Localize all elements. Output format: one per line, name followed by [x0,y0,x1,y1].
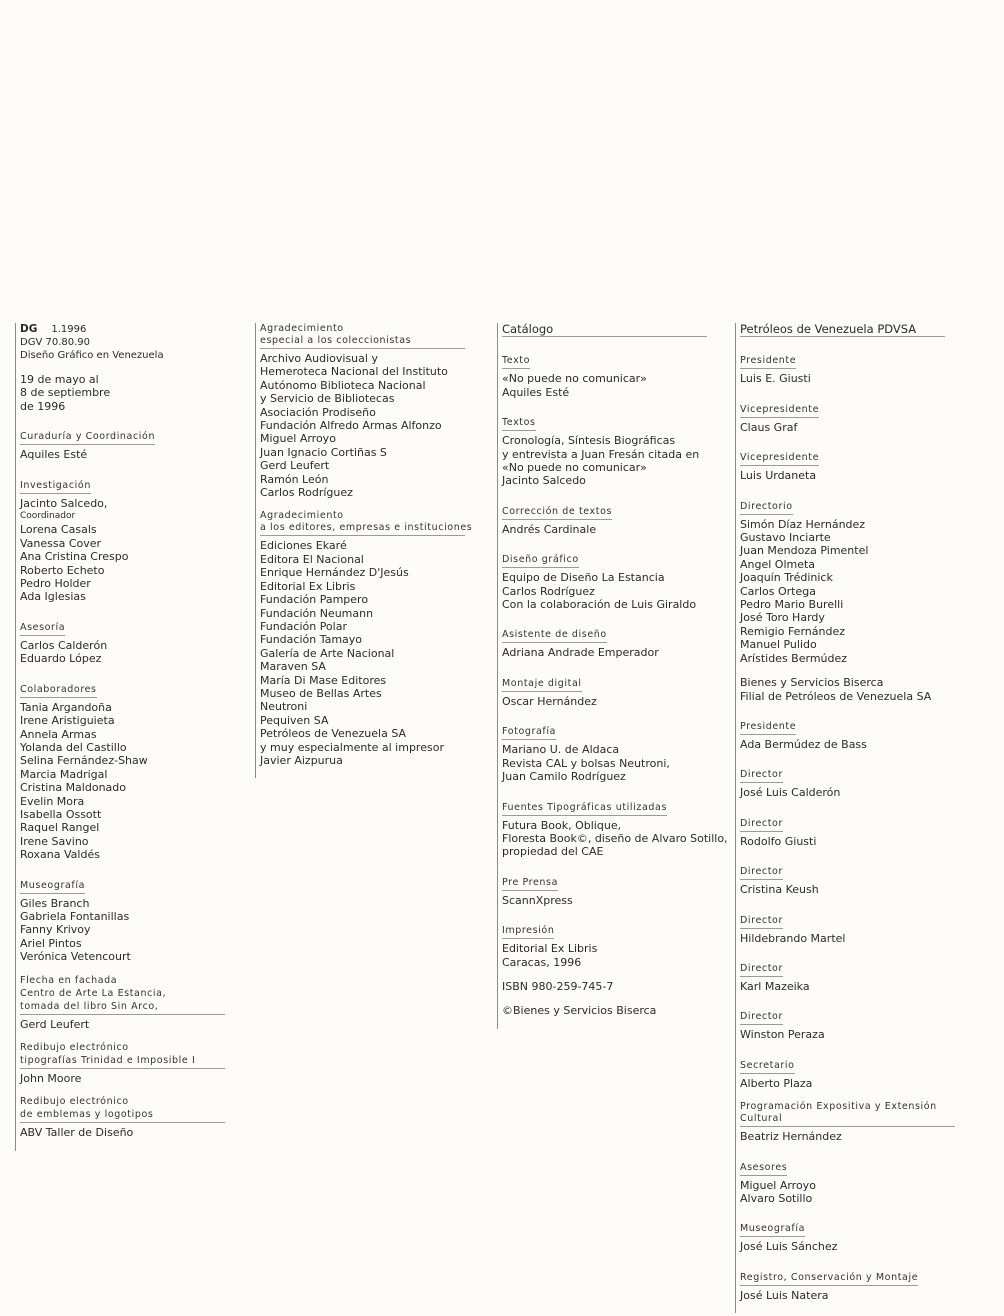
credit-line: Evelin Mora [20,794,85,808]
col3-sections [502,348,728,969]
credit-line: Pedro Holder [20,577,91,591]
credits-column-4 [735,323,955,1313]
credit-line: Karl Mazeika [740,979,810,993]
credit-section [260,323,475,499]
credit-section [740,811,955,848]
credit-section [502,547,717,611]
credit-line: Ana Cristina Crespo [20,550,129,564]
pdvsa-title: Petróleos de Venezuela PDVSA [740,322,917,336]
credit-line: Gustavo Inciarte [740,531,831,545]
credit-line: Gabriela Fontanillas [20,909,130,923]
divider [20,1068,225,1069]
section-label: Asistente de diseño [502,629,607,643]
credit-line: Javier Aizpurua [260,753,343,767]
credit-line: Editora El Nacional [260,552,364,566]
redibujo-label-line: Redibujo electrónico [20,1096,129,1108]
credits-column-1 [15,323,240,1151]
credit-line: José Toro Hardy [740,611,825,625]
credit-line: Editorial Ex Libris [502,942,598,956]
section-label-line: especial a los coleccionistas [260,335,412,346]
credit-line: Andrés Cardinale [502,522,597,536]
col4-sections [740,348,955,665]
date-line: 8 de septiembre [20,386,111,400]
credit-line: Selina Fernández-Shaw [20,754,148,768]
section-label: Director [740,915,783,929]
credit-line: Equipo de Diseño La Estancia [502,571,665,585]
credit-line: Pedro Mario Burelli [740,598,844,612]
credit-section [502,719,717,783]
credit-line: Joaquín Trédinick [740,571,833,585]
credit-line: María Di Mase Editores [260,673,387,687]
credits-column-2 [255,323,475,778]
credit-line: Winston Peraza [740,1028,825,1042]
section-label: Diseño gráfico [502,554,579,568]
credit-line: y Servicio de Bibliotecas [260,392,395,406]
credit-section [502,795,728,859]
credit-line: Neutroni [260,700,308,714]
section-label: Impresión [502,925,554,939]
credit-line: Vanessa Cover [20,536,102,550]
credit-line: Hildebrando Martel [740,931,846,945]
section-label-line: a los editores, empresas e instituciones [260,522,473,534]
redibujo-label-line: de emblemas y logotipos [20,1109,154,1121]
credit-line: Juan Camilo Rodríguez [502,770,626,784]
credit-line: Luis E. Giusti [740,372,811,386]
col4-sections-2 [740,714,955,1302]
credit-line: Miguel Arroyo [260,432,336,446]
section-label: Textos [502,417,536,431]
divider [20,1122,225,1123]
credit-section [740,956,955,993]
divider [260,535,465,536]
credit-line: Ariel Pintos [20,936,82,950]
credit-section [502,348,717,399]
section-label-line: Agradecimiento [260,510,344,522]
credit-section [740,1053,955,1090]
credit-section [20,677,240,862]
credit-line: José Luis Natera [740,1288,829,1302]
credit-section [502,918,717,969]
credit-section [740,1004,955,1041]
credit-line: Adriana Andrade Emperador [502,646,659,660]
credit-line: ABV Taller de Diseño [20,1126,134,1140]
credit-line: Jacinto Salcedo, [20,496,108,510]
credit-line: Angel Olmeta [740,557,816,571]
credit-section [740,445,955,482]
credit-line: Marcia Madrigal [20,767,108,781]
section-label: Presidente [740,355,796,369]
credit-line: Simón Díaz Hernández [740,517,866,531]
credit-line: Fundación Alfredo Armas Alfonzo [260,419,442,433]
credit-line: Remigio Fernández [740,624,845,638]
credit-section [740,494,955,665]
date-line: 19 de mayo al [20,373,99,386]
catalog-title: Catálogo [502,322,554,336]
section-label: Directorio [740,501,793,515]
credit-line: Fundación Polar [260,619,347,633]
credit-section [740,1265,955,1302]
credit-line: Revista CAL y bolsas Neutroni, [502,756,670,770]
credit-line: Hemeroteca Nacional del Instituto [260,365,448,379]
credit-section [20,873,240,964]
credit-line: Annela Armas [20,727,97,741]
credit-line: Beatriz Hernández [740,1130,842,1144]
credit-line: Isabella Ossott [20,807,102,821]
credit-line: ScannXpress [502,893,573,907]
section-label: Vicepresidente [740,452,819,466]
credit-line: Carlos Rodríguez [260,486,353,500]
credit-line: Gerd Leufert [20,1017,90,1031]
exhibition-subtitle: Diseño Gráfico en Venezuela [20,350,164,361]
credit-line: John Moore [20,1072,82,1085]
credit-line: Futura Book, Oblique, [502,818,622,832]
credit-line: Jacinto Salcedo [502,474,586,488]
credit-section [502,870,717,907]
credit-section [740,1216,955,1253]
credit-line: Giles Branch [20,896,90,910]
credit-line: Ada Bermúdez de Bass [740,737,867,751]
credit-section [20,424,240,461]
section-label: Texto [502,355,530,369]
redibujo-label-line: tipografías Trinidad e Imposible I [20,1055,196,1066]
exhibition-dates [20,373,240,413]
credit-line: Cristina Keush [740,883,819,897]
dg-label: DG [20,323,38,335]
section-label: Asesores [740,1162,787,1176]
credit-line: Alberto Plaza [740,1076,813,1090]
biserca-block [740,676,955,703]
credit-line: Lorena Casals [20,523,97,537]
credit-line: Arístides Bermúdez [740,651,848,665]
credit-section [740,908,955,945]
col1-sections [20,424,240,963]
credit-line: Museo de Bellas Artes [260,686,382,700]
credit-line: Pequiven SA [260,713,329,727]
divider [502,336,707,337]
section-label: Curaduría y Coordinación [20,431,155,445]
section-label: Corrección de textos [502,506,612,520]
credit-section [740,859,955,896]
section-label: Director [740,769,783,783]
section-label: Museografía [740,1223,805,1237]
credit-line: Editorial Ex Libris [260,579,356,593]
credit-line: Archivo Audiovisual y [260,352,378,365]
credit-section [20,615,240,666]
credit-line: Fundación Neumann [260,606,374,620]
credit-line: José Luis Calderón [740,786,841,800]
credit-section [740,348,955,385]
credit-line: Tania Argandoña [20,700,112,714]
credit-section [20,473,240,604]
dg-number: 1.1996 [51,324,87,335]
credit-line: Floresta Book©, diseño de Alvaro Sotillo, [502,831,728,845]
credit-line: Roxana Valdés [20,848,100,862]
credit-section [740,1101,955,1143]
credit-line: Juan Mendoza Pimentel [740,544,869,558]
copyright: ©Bienes y Servicios Biserca [502,1004,657,1018]
biserca-line: Bienes y Servicios Biserca [740,676,884,690]
credit-line: Carlos Rodríguez [502,584,595,598]
credit-line: Raquel Rangel [20,821,100,835]
section-label: Director [740,866,783,880]
section-label: Vicepresidente [740,404,819,418]
section-label-line: Agradecimiento [260,323,344,334]
credit-line: Mariano U. de Aldaca [502,743,620,757]
biserca-line: Filial de Petróleos de Venezuela SA [740,689,932,703]
credit-line: Carlos Ortega [740,584,816,598]
credit-line: Carlos Calderón [20,638,108,652]
credit-line: Asociación Prodiseño [260,405,376,419]
credit-section [740,397,955,434]
credit-line: Miguel Arroyo [740,1178,816,1192]
header-dg [20,323,240,362]
flecha-credit [20,975,240,1031]
credit-line: Petróleos de Venezuela SA [260,727,407,741]
credit-line: Juan Ignacio Cortiñas S [260,445,387,459]
section-label: Fuentes Tipográficas utilizadas [502,802,667,816]
credit-section [740,1155,955,1206]
dgv-code: DGV 70.80.90 [20,337,90,348]
credit-section [740,714,955,751]
credit-line: Eduardo López [20,652,102,666]
divider [20,1014,225,1015]
credit-line: «No puede no comunicar» [502,372,647,386]
credit-line: Enrique Hernández D'Jesús [260,566,409,580]
section-label: Museografía [20,880,85,894]
section-label: Secretario [740,1060,795,1074]
credit-line: Luis Urdaneta [740,469,817,483]
flecha-label-line: Flecha en fachada [20,974,118,986]
credit-section [502,499,717,536]
section-label: Director [740,1011,783,1025]
credit-line: Aquiles Esté [502,385,570,399]
section-label: Director [740,818,783,832]
flecha-label-line: Centro de Arte La Estancia, [20,987,167,999]
credit-line: Verónica Vetencourt [20,950,131,964]
redibujo-label-line: Redibujo electrónico [20,1042,129,1053]
credit-line: José Luis Sánchez [740,1240,838,1254]
credit-line: Cronología, Síntesis Biográficas [502,434,676,448]
credit-line: y entrevista a Juan Fresán citada en [502,447,700,461]
credit-line: propiedad del CAE [502,845,604,859]
credit-line: Rodolfo Giusti [740,834,817,848]
redibujo-credit-1 [20,1042,240,1085]
section-label: Presidente [740,721,796,735]
col2-sections [260,323,475,767]
credit-line: Alvaro Sotillo [740,1191,813,1205]
credit-line: Yolanda del Castillo [20,740,127,754]
credit-line: Manuel Pulido [740,638,817,652]
credit-line: Ada Iglesias [20,590,86,604]
credit-line: Caracas, 1996 [502,955,582,969]
credit-line: Maraven SA [260,660,326,674]
divider [260,348,465,349]
isbn: ISBN 980-259-745-7 [502,979,614,993]
section-label: Pre Prensa [502,877,558,891]
credit-line: Fundación Pampero [260,593,369,607]
section-label: Montaje digital [502,678,582,692]
flecha-label-line: tomada del libro Sin Arco, [20,1000,159,1012]
credit-line: Fanny Krivoy [20,923,91,937]
credit-line: Claus Graf [740,420,798,434]
credit-line: Roberto Echeto [20,563,105,577]
divider [740,336,945,337]
credit-line: Cristina Maldonado [20,781,126,795]
credit-line: Aquiles Esté [20,448,88,462]
credit-section [260,510,475,767]
section-label: Registro, Conservación y Montaje [740,1272,918,1286]
redibujo-credit-2 [20,1096,240,1139]
credit-line: Autónomo Biblioteca Nacional [260,378,426,392]
credit-line: Ramón León [260,472,329,486]
credit-line: Irene Aristiguieta [20,714,115,728]
credit-line: Coordinador [20,511,76,522]
credit-section [502,671,717,708]
credit-line: Gerd Leufert [260,459,330,473]
section-label [260,510,475,535]
section-label: Investigación [20,480,91,494]
credits-column-3 [497,322,728,1029]
section-label [260,323,475,348]
credit-section [502,622,717,659]
credit-line: y muy especialmente al impresor [260,740,444,754]
section-label: Asesoría [20,622,65,636]
section-label: Colaboradores [20,684,97,698]
credit-line: Ediciones Ekaré [260,539,347,553]
credit-line: «No puede no comunicar» [502,461,647,475]
credit-line: Con la colaboración de Luis Giraldo [502,598,697,612]
credit-section [502,410,717,488]
credit-line: Oscar Hernández [502,694,597,708]
credit-line: Fundación Tamayo [260,633,363,647]
credit-line: Galería de Arte Nacional [260,646,395,660]
section-label: Director [740,963,783,977]
section-label: Fotografía [502,726,556,740]
section-label: Programación Expositiva y Extensión Cultural [740,1101,955,1127]
credit-line: Irene Savino [20,834,89,848]
date-line: de 1996 [20,399,66,413]
credit-section [740,762,955,799]
